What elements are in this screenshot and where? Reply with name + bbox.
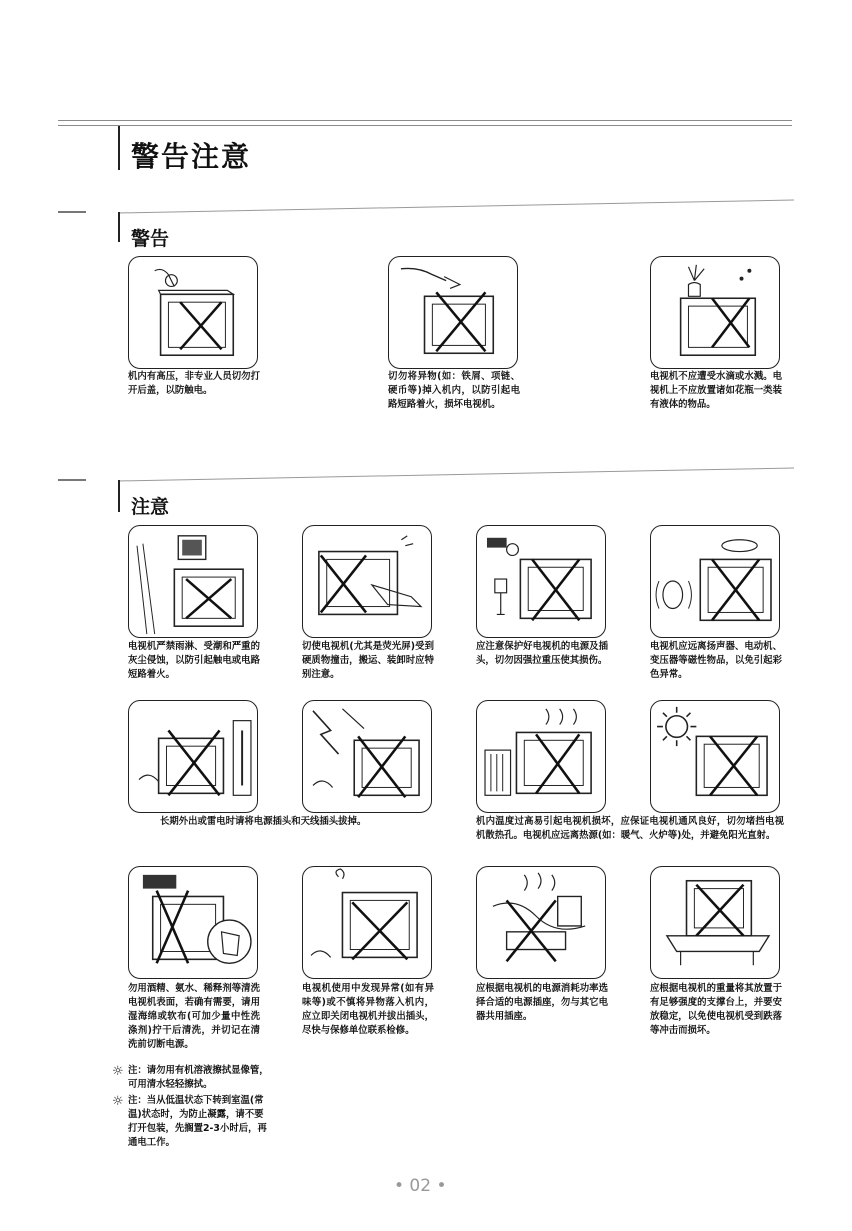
header-rule-bottom — [58, 125, 792, 126]
caution-caption-row2-right: 机内温度过高易引起电视机损坏，应保证电视机通风良好，切勿堵挡电视机散热孔。电视机应远离热源(如：暖气、火炉等)处，并避免阳光直射。 — [476, 816, 784, 841]
caution-caption-11: 应根据电视机的电源消耗功率选择合适的电源插座，勿与其它电器共用插座。 — [476, 983, 608, 1022]
caution-caption-2: 切使电视机(尤其是荧光屏)受到硬质物撞击，搬运、装卸时应特别注意。 — [302, 641, 434, 680]
tv-foreign-object-icon — [389, 257, 517, 368]
warning-caption-3: 电视机不应遭受水滴或水溅。电视机上不应放置诸如花瓶一类装有液体的物品。 — [650, 371, 782, 410]
sun-tip-icon: ☼ — [112, 1064, 124, 1079]
caution-panel-9 — [128, 866, 258, 979]
warning-panel-3 — [650, 256, 780, 369]
caution-bar — [118, 480, 120, 512]
caution-panel-2 — [302, 525, 432, 638]
caution-caption-9: 勿用酒精、氨水、稀释剂等清洗电视机表面，若确有需要，请用湿海绵或软布(可加少量中性洗涤剂)拧干后清洗，并切记在清洗前切断电源。 — [128, 983, 260, 1050]
caution-panel-6 — [302, 700, 432, 813]
warning-rule-slant — [118, 198, 794, 216]
warning-rule-left — [58, 211, 86, 213]
caution-panel-1 — [128, 525, 258, 638]
tv-unplug-away-icon — [129, 701, 257, 812]
caution-rule-left — [58, 479, 86, 481]
header-rule-top — [58, 120, 792, 121]
tv-screen-impact-icon — [303, 526, 431, 637]
caution-caption-12: 应根据电视机的重量将其放置于有足够强度的支撑台上，并要安放稳定，以免使电视机受到跌落等冲击而损坏。 — [650, 983, 782, 1036]
warning-panel-1 — [128, 256, 258, 369]
tv-power-cord-icon — [477, 526, 605, 637]
caution-rule-slant — [118, 466, 794, 484]
note-2-text: 注：当从低温状态下转到室温(常温)状态时，为防止凝露，请不要打开包装，先搁置2-3小时后，再通电工作。 — [128, 1095, 267, 1148]
tv-stand-support-icon — [651, 867, 779, 978]
tv-heater-icon — [477, 701, 605, 812]
sun-tip-icon: ☼ — [112, 1094, 124, 1109]
caution-panel-4 — [650, 525, 780, 638]
tv-cleaning-icon — [129, 867, 257, 978]
caution-panel-10 — [302, 866, 432, 979]
warning-panel-2 — [388, 256, 518, 369]
caution-panel-11 — [476, 866, 606, 979]
tv-high-voltage-icon — [129, 257, 257, 368]
page-title: 警告注意 — [131, 140, 252, 173]
tv-liquid-vase-icon — [651, 257, 779, 368]
page-number: • 02 • — [394, 1176, 447, 1196]
tv-magnetic-speaker-icon — [651, 526, 779, 637]
caution-panel-7 — [476, 700, 606, 813]
caution-panel-12 — [650, 866, 780, 979]
tv-sunlight-icon — [651, 701, 779, 812]
tv-rain-humidity-icon — [129, 526, 257, 637]
caution-heading: 注意 — [131, 496, 170, 518]
tv-smoke-malfunction-icon — [303, 867, 431, 978]
caution-caption-10: 电视机使用中发现异常(如有异味等)或不慎将异物落入机内，应立即关闭电视机并拔出插头，尽快与保修单位联系检修。 — [302, 983, 434, 1036]
warning-bar — [118, 212, 120, 242]
caution-panel-5 — [128, 700, 258, 813]
warning-heading: 警告 — [131, 228, 170, 250]
title-bar — [118, 126, 120, 170]
caution-caption-4: 电视机应远离扬声器、电动机、变压器等磁性物品，以免引起彩色异常。 — [650, 641, 782, 680]
caution-panel-3 — [476, 525, 606, 638]
caution-panel-8 — [650, 700, 780, 813]
caution-caption-1: 电视机严禁雨淋、受潮和严重的灰尘侵蚀，以防引起触电或电路短路着火。 — [128, 641, 260, 680]
warning-caption-1: 机内有高压，非专业人员切勿打开后盖，以防触电。 — [128, 371, 260, 396]
caution-caption-row2-left: 长期外出或雷电时请将电源插头和天线插头拔掉。 — [160, 816, 367, 827]
tv-lightning-antenna-icon — [303, 701, 431, 812]
caution-caption-3: 应注意保护好电视机的电源及插头，切勿因强拉重压使其损伤。 — [476, 641, 608, 666]
warning-caption-2: 切勿将异物(如：铁屑、项链、硬币等)掉入机内，以防引起电路短路着火，损坏电视机。 — [388, 371, 520, 410]
tv-power-outlet-icon — [477, 867, 605, 978]
note-1-text: 注：请勿用有机溶液擦拭显像管，可用清水轻轻擦拭。 — [128, 1065, 269, 1090]
